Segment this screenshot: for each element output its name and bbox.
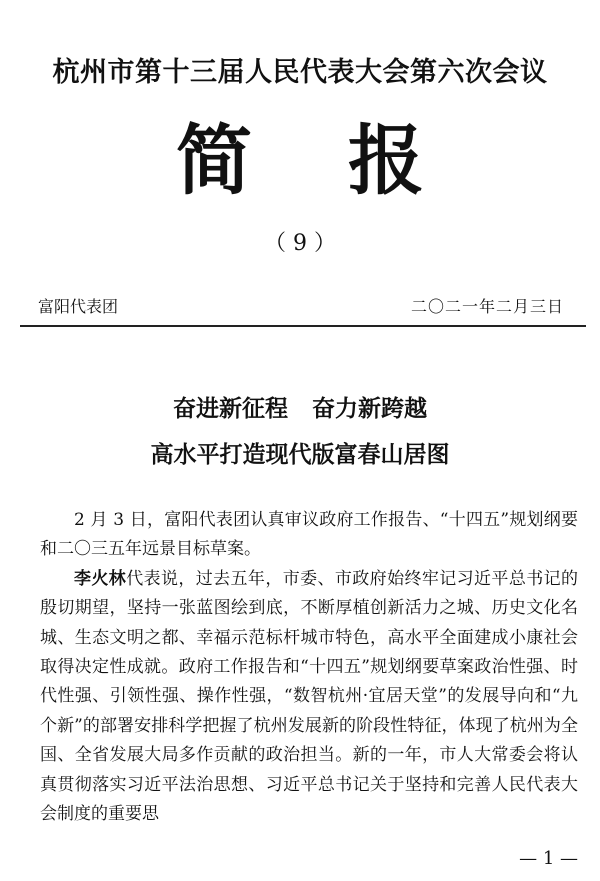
bulletin-title-char-1: 简	[176, 116, 252, 205]
meeting-title: 杭州市第十三届人民代表大会第六次会议	[52, 57, 548, 88]
meta-row	[38, 294, 564, 318]
paragraph-1: 2 月 3 日，富阳代表团认真审议政府工作报告、“十四五”规划纲要和二〇三五年远景目标草案。	[40, 510, 578, 560]
header-divider	[20, 325, 586, 327]
issue-date: 二〇二一年二月三日	[410, 297, 564, 316]
bulletin-title-char-2: 报	[348, 116, 424, 205]
paragraph-2-text: 代表说，过去五年，市委、市政府始终牢记习近平总书记的殷切期望，坚持一张蓝图绘到底，不断厚植创新活力之城、历史文化名城、生态文明之都、幸福示范标杆城市特色，高水平全面建成小康社会取得决定性成就。政府工作报告和“十四五”规划纲要草案政治性强、时代性强、引领性强、操作性强，“数智杭州·宜居天堂”的发展导向和“九个新”的部署安排科学把握了杭州发展新的阶段性特征，体现了杭州为全国、全省发展大局多作贡献的政治担当。新的一年，市人大常委会将认真贯彻落实习近平法治思想、习近平总书记关于坚持和完善人民代表大会制度的重要思	[40, 568, 579, 825]
speaker-name: 李火林	[74, 568, 127, 589]
article-body	[40, 506, 578, 829]
issue-number: （ 9 ）	[264, 231, 336, 256]
headline-part-1: 奋进新征程	[173, 395, 288, 422]
headline-part-2: 奋力新跨越	[312, 395, 427, 422]
article-headline-line-2: 高水平打造现代版富春山居图	[150, 441, 450, 468]
page-number: — 1 —	[519, 848, 578, 869]
paragraph-2	[40, 565, 578, 830]
article-headline-line-1	[0, 390, 600, 423]
bulletin-title	[0, 116, 600, 206]
delegation-name: 富阳代表团	[38, 297, 119, 316]
